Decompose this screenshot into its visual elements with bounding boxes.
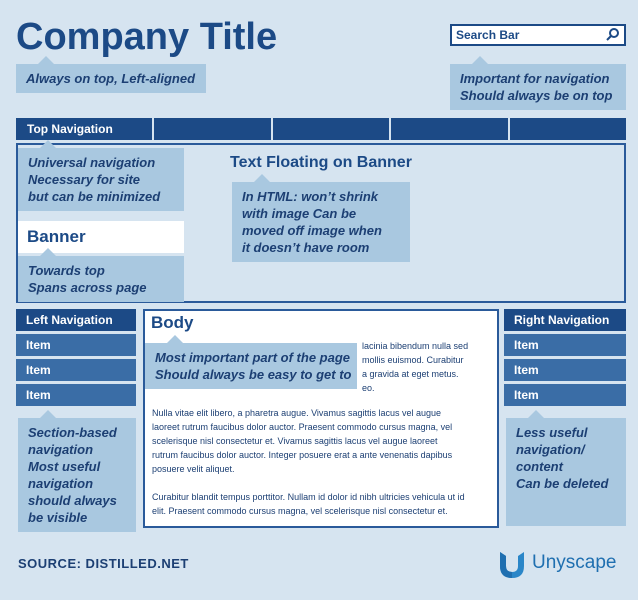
text-line: a gravida at eget metus. bbox=[362, 369, 459, 379]
note-line: but can be minimized bbox=[28, 189, 161, 204]
text-line: Nulla vitae elit libero, a pharetra augue. Vivamus sagittis lacus vel augue bbox=[152, 408, 441, 418]
top-navigation bbox=[16, 118, 626, 140]
body-paragraph-2 bbox=[152, 406, 452, 476]
left-navigation bbox=[16, 309, 136, 406]
left-nav-header: Left Navigation bbox=[16, 309, 136, 331]
note-line: content bbox=[516, 459, 563, 474]
top-nav-note bbox=[18, 148, 184, 211]
note-line: Most useful bbox=[28, 459, 101, 474]
right-navigation bbox=[504, 309, 626, 406]
text-line: elit. Praesent commodo cursus magna, vel scelerisque nisl consectetur et. bbox=[152, 506, 448, 516]
top-nav-item[interactable] bbox=[273, 118, 389, 140]
text-line: eo. bbox=[362, 383, 375, 393]
floating-note bbox=[232, 182, 410, 262]
note-line: Most important part of the page bbox=[155, 350, 350, 365]
note-line: be visible bbox=[28, 510, 88, 525]
note-line: with image Can be bbox=[242, 206, 357, 221]
note-line: Can be deleted bbox=[516, 476, 609, 491]
body-paragraph-3 bbox=[152, 490, 465, 518]
note-line: Should always be on top bbox=[460, 88, 613, 103]
note-line: Should always be easy to get to bbox=[155, 367, 352, 382]
logo-mark-icon bbox=[496, 548, 528, 582]
note-line: Necessary for site bbox=[28, 172, 141, 187]
body-paragraph-1 bbox=[362, 339, 468, 395]
body-note bbox=[145, 343, 357, 389]
floating-text: Text Floating on Banner bbox=[230, 154, 412, 171]
note-line: Important for navigation bbox=[460, 71, 610, 86]
note-line: Towards top bbox=[28, 263, 105, 278]
right-nav-header: Right Navigation bbox=[504, 309, 626, 331]
note-line: moved off image when bbox=[242, 223, 382, 238]
note-line: navigation/ bbox=[516, 442, 585, 457]
unyscape-logo bbox=[496, 548, 626, 582]
source-credit: SOURCE: DISTILLED.NET bbox=[18, 556, 189, 571]
top-nav-item[interactable] bbox=[510, 118, 626, 140]
note-line: Spans across page bbox=[28, 280, 147, 295]
search-bar[interactable] bbox=[450, 24, 626, 46]
top-nav-label[interactable]: Top Navigation bbox=[16, 118, 152, 140]
body-title: Body bbox=[151, 313, 194, 332]
banner-label: Banner bbox=[18, 221, 184, 253]
top-nav-item[interactable] bbox=[154, 118, 270, 140]
search-note bbox=[450, 64, 626, 110]
text-line: mollis euismod. Curabitur bbox=[362, 355, 464, 365]
right-nav-item[interactable]: Item bbox=[504, 384, 626, 406]
note-line: In HTML: won’t shrink bbox=[242, 189, 378, 204]
top-nav-item[interactable] bbox=[391, 118, 507, 140]
note-line: Always on top, Left-aligned bbox=[26, 71, 196, 86]
note-line: should always bbox=[28, 493, 117, 508]
banner-note bbox=[18, 256, 184, 302]
title-note bbox=[16, 64, 206, 93]
right-nav-note bbox=[506, 418, 626, 526]
text-line: posuere velit aliquet. bbox=[152, 464, 235, 474]
left-nav-item[interactable]: Item bbox=[16, 334, 136, 356]
right-nav-item[interactable]: Item bbox=[504, 334, 626, 356]
text-line: scelerisque nisl consectetur et. Vivamus sagittis lacus vel augue laoreet bbox=[152, 436, 438, 446]
note-line: navigation bbox=[28, 442, 94, 457]
text-line: laoreet rutrum faucibus dolor auctor. Praesent commodo cursus magna, vel bbox=[152, 422, 453, 432]
note-line: Section-based bbox=[28, 425, 117, 440]
text-line: lacinia bibendum nulla sed bbox=[362, 341, 469, 351]
logo-text: Unyscape bbox=[532, 552, 617, 573]
search-icon[interactable] bbox=[606, 27, 620, 41]
page-title: Company Title bbox=[16, 16, 278, 58]
note-line: Universal navigation bbox=[28, 155, 156, 170]
left-nav-item[interactable]: Item bbox=[16, 384, 136, 406]
left-nav-item[interactable]: Item bbox=[16, 359, 136, 381]
text-line: rutrum faucibus dolor auctor. Integer posuere erat a ante venenatis dapibus bbox=[152, 450, 453, 460]
note-line: Less useful bbox=[516, 425, 588, 440]
search-label: Search Bar bbox=[456, 28, 520, 42]
note-line: it doesn’t have room bbox=[242, 240, 370, 255]
note-line: navigation bbox=[28, 476, 94, 491]
right-nav-item[interactable]: Item bbox=[504, 359, 626, 381]
left-nav-note bbox=[18, 418, 136, 532]
text-line: Curabitur blandit tempus porttitor. Nullam id dolor id nibh ultricies vehicula ut id bbox=[152, 492, 465, 502]
